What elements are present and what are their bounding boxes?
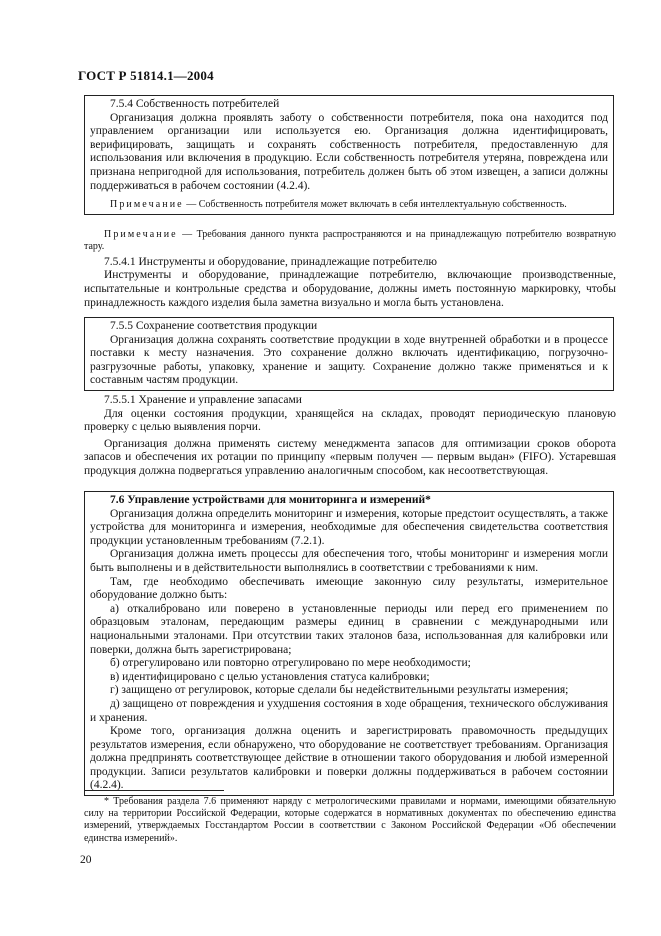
section-paragraph: Организация должна применять систему менеджмента запасов для оптимизации сроков оборота запасов и обеспечения их ротации по принципу «первым получен — первым выдан» (FIFO). Устаревшая продукция должна подвергаться управлению аналогичным способом, как несоответствующая. — [84, 437, 616, 477]
section-paragraph: Организация должна иметь процессы для обеспечения того, чтобы мониторинг и измерения могли быть выполнены и в действительности выполнялись в соответствии с требованиями к ним. — [90, 548, 608, 574]
document-header: ГОСТ Р 51814.1—2004 — [78, 68, 214, 83]
content-block-2 — [84, 394, 616, 479]
section-title-7-5-4-1: 7.5.4.1 Инструменты и оборудование, принадлежащие потребителю — [104, 255, 438, 268]
section-box-7-5-5 — [84, 317, 614, 391]
section-paragraph: Организация должна сохранять соответствие продукции в ходе внутренней обработки и в процессе поставки к месту назначения. Это сохранение должно включать идентификацию, погрузочно-разгрузочные работы, упаковку, хранение и защиту. Сохранение должно также применяться и к составным частям продукции. — [90, 333, 608, 387]
section-title-7-5-5-1: 7.5.5.1 Хранение и управление запасами — [104, 394, 302, 406]
section-title-7-5-5: 7.5.5 Сохранение соответствия продукции — [110, 320, 318, 332]
note-after-box — [84, 229, 616, 254]
section-box-7-5-4 — [84, 95, 614, 215]
footnote-block — [84, 796, 616, 845]
note-text: — Требования данного пункта распространяются и на принадлежащую потребителю возвратную тару. — [84, 229, 616, 253]
section-note — [90, 199, 608, 211]
list-item: в) идентифицировано с целью установления статуса калибровки; — [110, 670, 430, 683]
section-title-7-5-4: 7.5.4 Собственность потребителей — [110, 98, 280, 110]
page-number: 20 — [80, 854, 92, 866]
footnote: * Требования раздела 7.6 применяют наряду с метрологическими правилами и нормами, имеющими обязательную силу на территории Российской Федерации, которые содержатся в нормативных документах по обеспечению единства измерений, утверждаемых Госстандартом России в соответствии с Законом Российской Федерации «Об обеспечении единства измерений». — [84, 796, 616, 844]
section-title-7-6: 7.6 Управление устройствами для мониторинга и измерений* — [110, 494, 431, 506]
list-item: б) отрегулировано или повторно отрегулировано по мере необходимости; — [110, 657, 471, 670]
section-paragraph: Кроме того, организация должна оценить и зарегистрировать правомочность предыдущих результатов измерения, если обнаружено, что оборудование не соответствует требованиям. Организация должна предпринять соответствующее действие в отношении такого оборудования и любой измеренной продукции. Записи результатов калибровки и поверки должны поддерживаться в рабочем состоянии (4.2.4). — [90, 725, 608, 792]
section-paragraph: Для оценки состояния продукции, хранящейся на складах, проводят периодическую плановую проверку с целью выявления порчи. — [84, 407, 616, 434]
note-text: — Собственность потребителя может включать в себя интеллектуальную собственность. — [183, 199, 567, 211]
note-label: Примечание — [110, 199, 184, 211]
footnote-divider — [84, 790, 224, 791]
section-box-7-6 — [84, 491, 614, 796]
list-item: г) защищено от регулировок, которые сделали бы недействительными результаты измерения; — [110, 684, 569, 697]
section-paragraph: Там, где необходимо обеспечивать имеющие законную силу результаты, измерительное оборудование должно быть: — [90, 575, 608, 602]
content-block-1 — [84, 227, 616, 310]
section-paragraph: Инструменты и оборудование, принадлежащие потребителю, включающие производственные, испытательные и контрольные средства и оборудование, должны иметь постоянную маркировку, чтобы принадлежность каждого изделия была заметна визуально и могла быть установлена. — [84, 269, 616, 309]
list-item: д) защищено от повреждения и ухудшения состояния в ходе обращения, технического обслуживания и хранения. — [90, 697, 608, 724]
section-paragraph: Организация должна определить мониторинг и измерения, которые предстоит осуществлять, а также устройства для мониторинга и измерения, необходимые для обеспечения свидетельства соответствия продукции установленным требованиям (7.2.1). — [90, 507, 608, 547]
list-item: а) откалибровано или поверено в установленные периоды или перед его применением по образцовым эталонам, передающим размеры единиц в сравнении с международными или национальными эталонами. При отсутствии таких эталонов база, использованная для калибровки или поверки, должна быть зарегистрирована; — [90, 602, 608, 656]
section-paragraph: Организация должна проявлять заботу о собственности потребителя, пока она находится под управлением организации или используется ею. Организация должна идентифицировать, верифицировать, защищать и сохранять собственность потребителя, предоставленную для использования или включения в продукцию. Если собственность потребителя утеряна, повреждена или признана непригодной для использования, потребитель должен быть об этом извещен, а записи должны поддерживаться в рабочем состоянии (4.2.4). — [90, 111, 608, 192]
note-label: Примечание — [104, 229, 178, 240]
